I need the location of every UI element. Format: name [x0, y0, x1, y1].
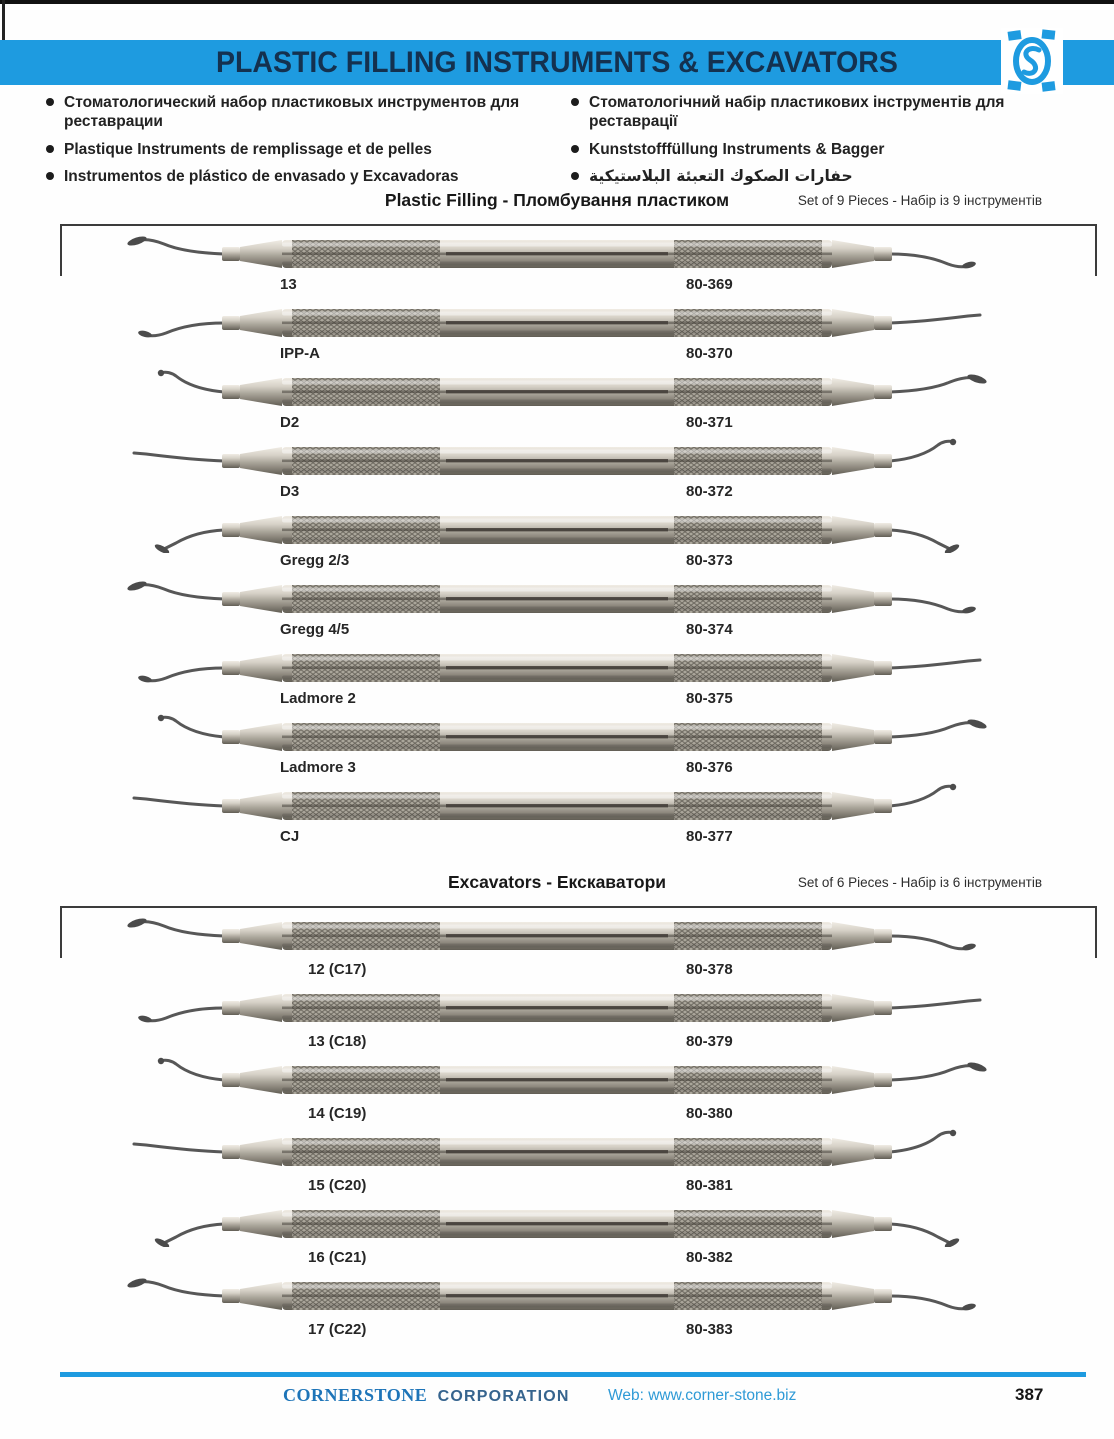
section-title-text: Plastic Filling - Пломбування пластиком: [384, 190, 730, 210]
footer-rule: [60, 1372, 1086, 1377]
instrument-row: [60, 1268, 1097, 1340]
instrument-photo: [112, 507, 1007, 553]
catalog-number: 80-376: [686, 759, 733, 776]
instrument-row: [60, 980, 1097, 1052]
instrument-labels: [60, 1033, 1097, 1051]
instrument-row: [60, 226, 1097, 295]
description-bullet: [571, 93, 1096, 132]
description-bullet: [571, 140, 1096, 159]
instrument-name: CJ: [280, 828, 300, 845]
brand-corporation: CORPORATION: [437, 1388, 570, 1405]
instrument-name: 15 (C20): [308, 1177, 367, 1194]
page-footer: [0, 1385, 1114, 1411]
description-text: Kunststofffüllung Instruments & Bagger: [589, 140, 885, 158]
brand-name: [283, 1385, 570, 1406]
catalog-number: 80-375: [686, 690, 733, 707]
catalog-number: 80-378: [686, 961, 733, 978]
catalog-number: 80-373: [686, 552, 733, 569]
instrument-photo: [112, 913, 1007, 959]
description-bullet: [571, 167, 1096, 186]
instrument-labels: [60, 345, 1097, 363]
instrument-labels: [60, 690, 1097, 708]
page-number: 387: [1015, 1385, 1044, 1404]
catalog-number: 80-371: [686, 414, 733, 431]
instrument-photo: [112, 1201, 1007, 1247]
instrument-name: 16 (C21): [308, 1249, 367, 1266]
catalog-number: 80-369: [686, 276, 733, 293]
instrument-labels: [60, 414, 1097, 432]
catalog-number: 80-381: [686, 1177, 733, 1194]
catalog-number: 80-380: [686, 1105, 733, 1122]
section-title-text: Excavators - Екскаватори: [447, 872, 667, 892]
instrument-row: [60, 1052, 1097, 1124]
website-url: Web: www.corner-stone.biz: [608, 1387, 797, 1404]
instrument-photo: [112, 438, 1007, 484]
description-text: Plastique Instruments de remplissage et de pelles: [64, 140, 432, 158]
catalog-number: 80-383: [686, 1321, 733, 1338]
bullet-dot: [46, 145, 54, 153]
bullet-dot: [571, 98, 579, 106]
instrument-row: [60, 1124, 1097, 1196]
description-text: Стоматологічний набір пластикових інструментів для реставрації: [589, 94, 1005, 131]
instrument-name: D3: [280, 483, 300, 500]
description-text: حفارات الصكوك التعبئة البلاستيكية: [589, 167, 853, 186]
instrument-row: [60, 433, 1097, 502]
bullet-dot: [571, 172, 579, 180]
top-border-rule: [0, 0, 1114, 4]
instrument-row: [60, 640, 1097, 709]
logo-emblem-icon: [1001, 28, 1063, 94]
instrument-labels: [60, 828, 1097, 846]
section-title-excavators: [0, 872, 1114, 896]
instrument-labels: [60, 483, 1097, 501]
instrument-group-excavators: [60, 906, 1097, 1350]
instrument-name: D2: [280, 414, 300, 431]
bullet-dot: [571, 145, 579, 153]
bullet-dot: [46, 98, 54, 106]
instrument-row: [60, 1196, 1097, 1268]
instrument-labels: [60, 1177, 1097, 1195]
catalog-number: 80-372: [686, 483, 733, 500]
instrument-labels: [60, 1249, 1097, 1267]
instrument-photo: [112, 1057, 1007, 1103]
instrument-photo: [112, 300, 1007, 346]
instrument-row: [60, 709, 1097, 778]
multilingual-description-list: [46, 93, 1096, 195]
instrument-labels: [60, 1321, 1097, 1339]
instrument-name: 13 (C18): [308, 1033, 367, 1050]
instrument-name: IPP-A: [280, 345, 321, 362]
instrument-name: Ladmore 3: [280, 759, 356, 776]
instrument-labels: [60, 276, 1097, 294]
instrument-labels: [60, 621, 1097, 639]
instrument-photo: [112, 231, 1007, 277]
instrument-labels: [60, 552, 1097, 570]
instrument-photo: [112, 1273, 1007, 1319]
instrument-name: 14 (C19): [308, 1105, 367, 1122]
description-text: Instrumentos de plástico de envasado y Excavadoras: [64, 168, 459, 186]
description-bullet: [46, 140, 571, 159]
instrument-group-plastic-filling: [60, 224, 1097, 854]
catalog-number: 80-374: [686, 621, 733, 638]
description-column-left: [46, 93, 571, 195]
instrument-photo: [112, 369, 1007, 415]
page-header-bar: [0, 40, 1114, 85]
instrument-labels: [60, 961, 1097, 979]
instrument-row: [60, 571, 1097, 640]
instrument-row: [60, 778, 1097, 847]
instrument-photo: [112, 645, 1007, 691]
instrument-photo: [112, 1129, 1007, 1175]
instrument-row: [60, 364, 1097, 433]
instrument-name: 13: [280, 276, 297, 293]
left-edge-mark: [2, 0, 5, 42]
instrument-row: [60, 908, 1097, 980]
instrument-photo: [112, 783, 1007, 829]
description-bullet: [46, 167, 571, 186]
set-count-note: Set of 6 Pieces - Набір із 6 інструментів: [797, 875, 1042, 890]
instrument-row: [60, 295, 1097, 364]
catalog-number: 80-379: [686, 1033, 733, 1050]
instrument-name: Ladmore 2: [280, 690, 356, 707]
description-text: Стоматологический набор пластиковых инструментов для реставрации: [64, 94, 520, 131]
instrument-name: 17 (C22): [308, 1321, 367, 1338]
instrument-name: 12 (C17): [308, 961, 367, 978]
set-count-note: Set of 9 Pieces - Набір із 9 інструментів: [797, 193, 1042, 208]
catalog-number: 80-370: [686, 345, 733, 362]
page-title: PLASTIC FILLING INSTRUMENTS & EXCAVATORS: [216, 45, 898, 79]
catalog-number: 80-377: [686, 828, 733, 845]
section-title-plastic-filling: [0, 190, 1114, 214]
instrument-photo: [112, 985, 1007, 1031]
instrument-name: Gregg 2/3: [280, 552, 350, 569]
instrument-photo: [112, 714, 1007, 760]
bullet-dot: [46, 172, 54, 180]
description-column-right: [571, 93, 1096, 195]
instrument-labels: [60, 759, 1097, 777]
catalog-number: 80-382: [686, 1249, 733, 1266]
instrument-name: Gregg 4/5: [280, 621, 350, 638]
instrument-labels: [60, 1105, 1097, 1123]
cornerstone-logo-icon: [1001, 28, 1063, 94]
brand-cornerstone: CORNERSTONE: [283, 1385, 428, 1405]
instrument-photo: [112, 576, 1007, 622]
description-bullet: [46, 93, 571, 132]
instrument-row: [60, 502, 1097, 571]
